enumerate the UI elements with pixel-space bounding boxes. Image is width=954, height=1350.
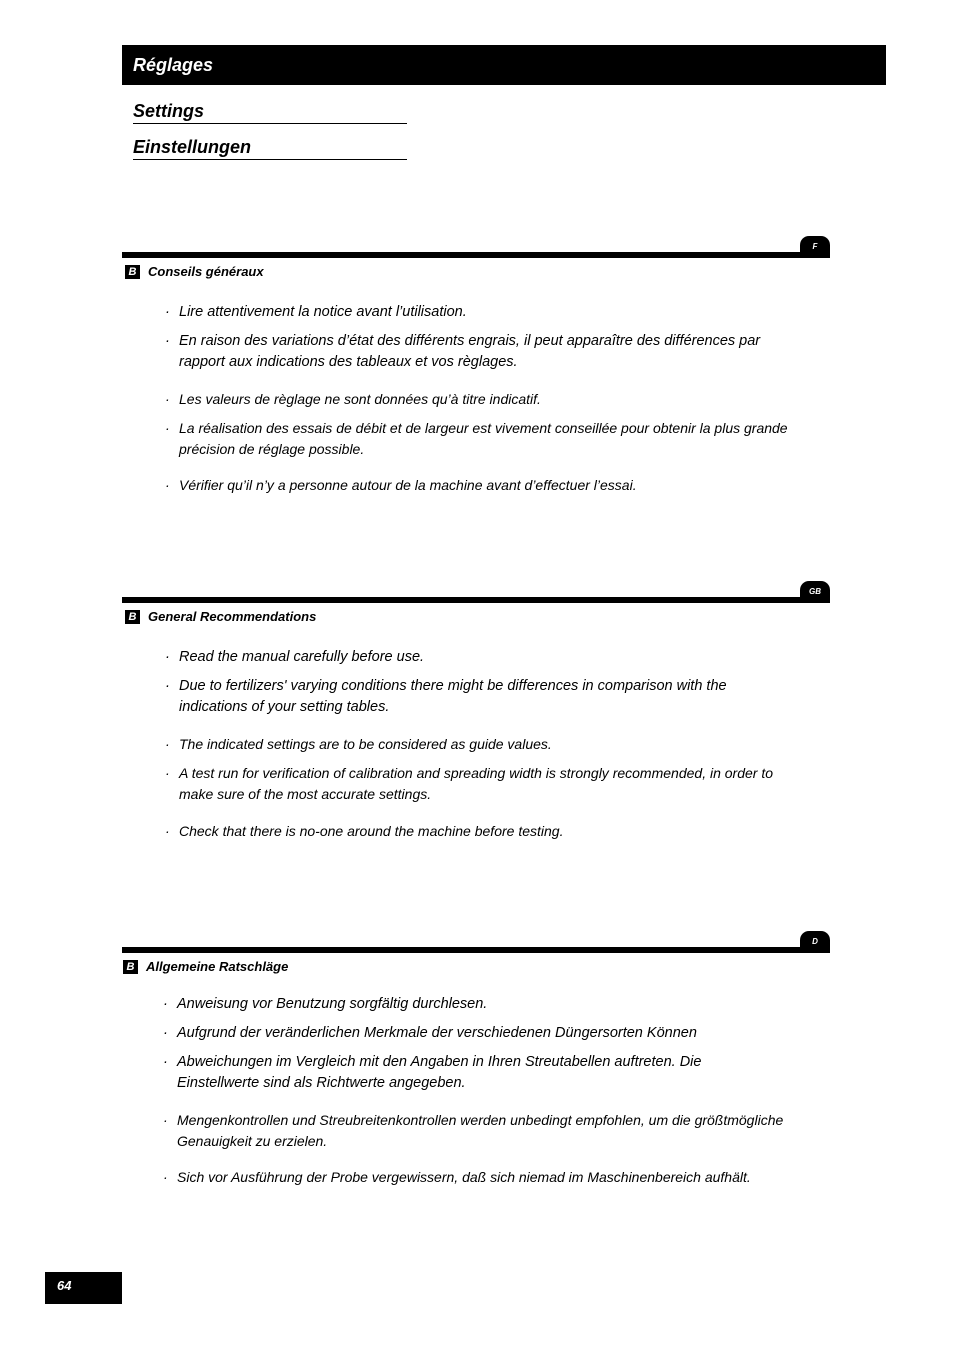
list-item: · The indicated settings are to be considered as guide values. (179, 734, 799, 755)
list-item: · Abweichungen im Vergleich mit den Angaben in Ihren Streutabellen auftreten. Die Einstellwerte sind als Richtwerte angegeben. (163, 1054, 702, 1091)
bullet-dot: · (165, 765, 170, 781)
bullet-dot: · (163, 1054, 168, 1070)
bullet-dot: · (165, 649, 170, 665)
bullet-dot: · (165, 823, 170, 839)
section-title: General Recommendations (148, 609, 317, 624)
list-item: · Les valeurs de règlage ne sont données qu’à titre indicatif. (179, 389, 799, 410)
section-heading (125, 609, 316, 624)
list-item: · Due to fertilizers' varying conditions there might be differences in comparison with the indications of your setting tables. (165, 678, 727, 715)
section-badge: B (125, 610, 140, 624)
list-item: · Lire attentivement la notice avant l’utilisation. (179, 302, 799, 323)
section-divider (122, 947, 830, 953)
list-item: · Sich vor Ausführung der Probe vergewissern, daß sich niemad im Maschinenbereich aufhält. (177, 1167, 797, 1188)
section-heading (125, 264, 264, 279)
section-heading (123, 959, 288, 974)
bullet-dot: · (165, 678, 170, 694)
list-item: · A test run for verification of calibration and spreading width is strongly recommended, in order to make sure of the most accurate settings. (165, 765, 774, 802)
bullet-dot: · (163, 1025, 168, 1041)
bullet-dot: · (163, 1169, 168, 1185)
list-item: · Vérifier qu’il n’y a personne autour de la machine avant d’effectuer l’essai. (179, 475, 799, 496)
section-badge: B (125, 265, 140, 279)
page-number-label: 64 (57, 1278, 72, 1293)
page-number (45, 1272, 122, 1304)
page-title: Réglages (133, 55, 214, 75)
section-divider (122, 597, 830, 603)
bullet-dot: · (165, 420, 170, 436)
bullet-dot: · (163, 1112, 168, 1128)
bullet-dot: · (165, 736, 170, 752)
page-header (122, 45, 886, 85)
subtitle-settings: Settings (133, 100, 407, 124)
bullet-dot: · (165, 391, 170, 407)
section-badge: B (123, 960, 138, 974)
section-divider (122, 252, 830, 258)
section-title: Allgemeine Ratschläge (146, 959, 289, 974)
subtitle-einstellungen: Einstellungen (133, 136, 407, 160)
section-title: Conseils généraux (148, 264, 264, 279)
bullet-dot: · (165, 477, 170, 493)
list-item: · Aufgrund der veränderlichen Merkmale der verschiedenen Düngersorten Können (177, 1023, 797, 1044)
bullet-dot: · (165, 304, 170, 320)
bullet-dot: · (165, 333, 170, 349)
bullet-dot: · (163, 996, 168, 1012)
language-tab-d: D (800, 931, 830, 953)
language-tab-gb: GB (800, 581, 830, 603)
language-tab-f: F (800, 236, 830, 258)
list-item: · Check that there is no-one around the machine before testing. (179, 821, 799, 842)
list-item: · La réalisation des essais de débit et de largeur est vivement conseillée pour obtenir la plus grande précision de réglage possible. (165, 420, 788, 457)
list-item: · En raison des variations d’état des différents engrais, il peut apparaître des différences par rapport aux indications des tableaux et vos règlages. (165, 333, 761, 370)
list-item: · Mengenkontrollen und Streubreitenkontrollen werden unbedingt empfohlen, um die größtmögliche Genauigkeit zu erzielen. (163, 1112, 784, 1149)
list-item: · Read the manual carefully before use. (179, 647, 799, 668)
list-item: · Anweisung vor Benutzung sorgfältig durchlesen. (177, 994, 797, 1015)
